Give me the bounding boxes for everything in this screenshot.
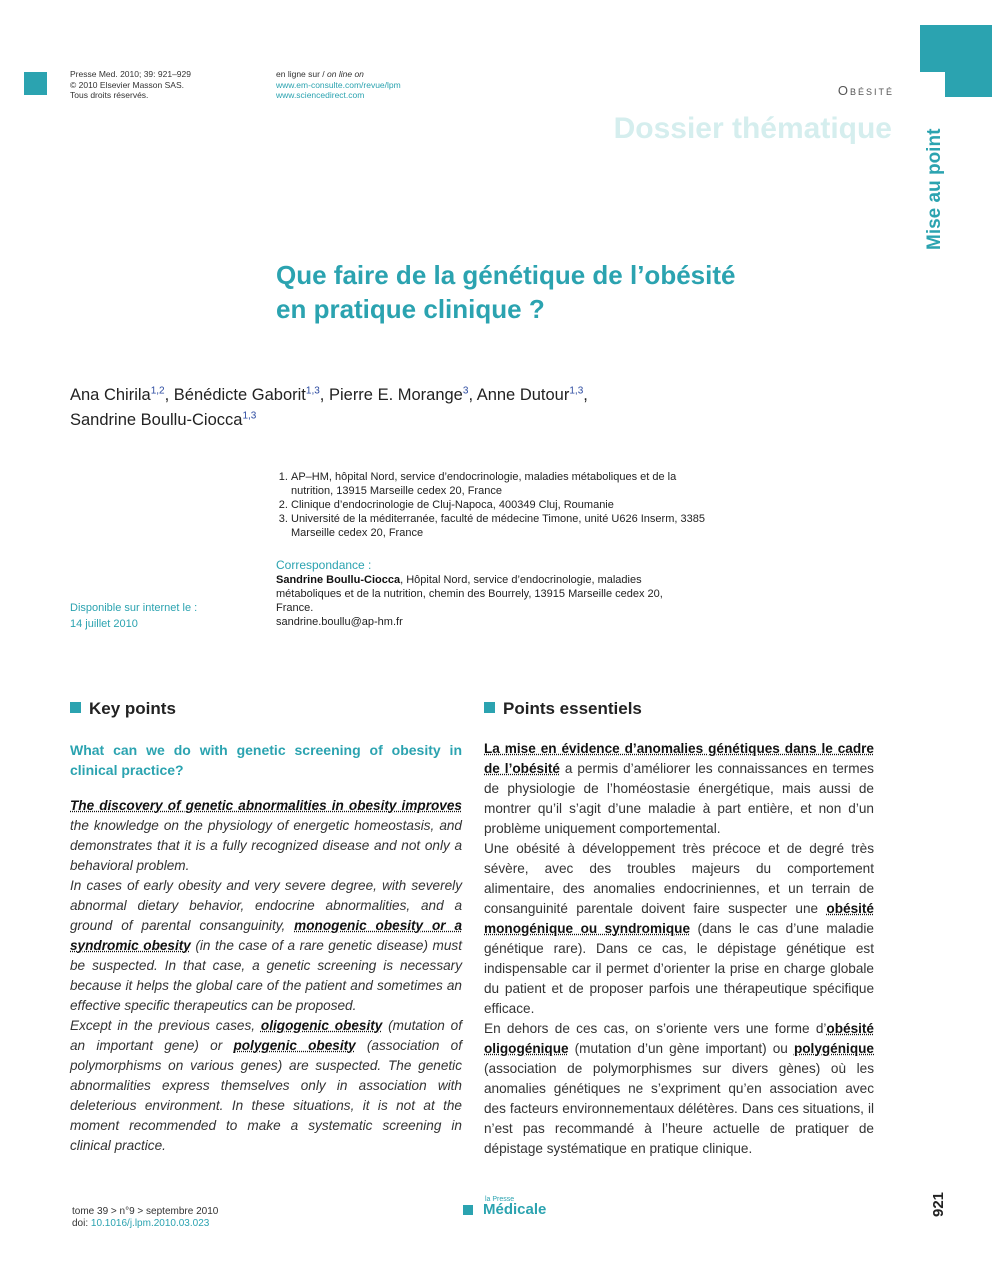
dossier-label: Dossier thématique	[613, 112, 892, 145]
affiliation-item: 2. Clinique d’endocrinologie de Cluj-Napoca, 400349 Cluj, Roumanie	[291, 498, 706, 512]
author: Bénédicte Gaborit$^{1,3}$,	[173, 385, 329, 404]
points-essentiels-body	[484, 739, 874, 1159]
square-bullet-icon	[484, 702, 495, 713]
affiliation-item: 3. Université de la méditerranée, faculté de médecine Timone, unité U626 Inserm, 3385 Marseille cedex 20, France	[291, 512, 706, 540]
logo-square-icon	[463, 1205, 473, 1215]
key-point-paragraph: Except in the previous cases, oligogenic obesity (mutation of an important gene) or polygenic obesity (association of polymorphisms on various genes) are suspected. The genetic abnormalities express themselves only in association with deleterious environment. In these situations, it is not at the moment recommended to make a systematic screening in clinical practice.	[70, 1018, 462, 1153]
available-label: Disponible sur internet le :	[70, 602, 198, 614]
page-number: 921	[930, 1191, 947, 1217]
author: Sandrine Boullu-Ciocca$^{1,3}$	[70, 410, 257, 429]
logo-small-text: la Presse	[485, 1196, 515, 1203]
issue-info: tome 39 > n°9 > septembre 2010	[72, 1206, 219, 1217]
key-points-heading: Key points	[70, 699, 176, 719]
key-point-paragraph: In cases of early obesity and very severe degree, with severely abnormal dietary behavior, endocrine abnormalities, and a ground of parental consanguinity, monogenic obesity or a syndromic obesity (in the case of a rare genetic disease) must be suspected. In that case, a genetic screening is necessary because it helps the global care of the patient and sometimes an effective specific therapeutics can be proposed.	[70, 878, 463, 1013]
online-label: en ligne sur / on line on	[276, 69, 364, 79]
title-line-2: en pratique clinique ?	[276, 294, 545, 324]
correspondence-name: Sandrine Boullu-Ciocca	[276, 574, 401, 586]
author: Ana Chirila$^{1,2}$,	[70, 385, 174, 404]
key-points-question: What can we do with genetic screening of obesity in clinical practice?	[70, 742, 462, 778]
key-point-paragraph: The discovery of genetic abnormalities in obesity improves the knowledge on the physiology of energetic homeostasis, and demonstrates that it is a fully recognized disease and not only a behavioral problem.	[70, 798, 462, 873]
logo-big-text: Médicale	[483, 1201, 547, 1218]
correspondence-block	[276, 573, 696, 629]
affiliation-item: 1. AP–HM, hôpital Nord, service d’endocrinologie, maladies métaboliques et de la nutrition, 13915 Marseille cedex 20, France	[291, 470, 706, 498]
online-block	[276, 69, 401, 101]
vertical-label	[900, 120, 960, 250]
availability	[70, 600, 197, 632]
copyright-line: © 2010 Elsevier Masson SAS.	[70, 79, 184, 90]
corner-square-decoration	[24, 72, 47, 95]
available-date: 14 juillet 2010	[70, 618, 138, 630]
author-list	[70, 380, 690, 431]
essentiel-paragraph: En dehors de ces cas, on s’oriente vers une forme d’obésité oligogénique (mutation d’un gène important) ou polygénique (association de polymorphismes sur divers gènes) où les anomalies génétiques ne s’expriment qu’en association avec des facteurs environnementaux délétères. Dans ces situations, il n’est pas recommandé à l’heure actuelle de pratiquer de dépistage systématique en pratique clinique.	[484, 1021, 874, 1156]
title-line-1: Que faire de la génétique de l’obésité	[276, 260, 736, 290]
em-consulte-link[interactable]: www.em-consulte.com/revue/lpm	[276, 79, 401, 90]
vertical-label-text: Mise au point	[924, 128, 945, 250]
citation-line: Presse Med. 2010; 39: 921–929	[70, 69, 191, 79]
section-label: Obésité	[837, 83, 894, 98]
author: Pierre E. Morange$^3$,	[328, 385, 477, 404]
citation-block	[70, 69, 191, 101]
correspondence-title: Correspondance :	[276, 558, 372, 572]
doi-line: doi: 10.1016/j.lpm.2010.03.023	[72, 1218, 210, 1229]
square-bullet-icon	[70, 702, 81, 713]
essentiel-paragraph: Une obésité à développement très précoce et de degré très sévère, avec des troubles majeurs du comportement alimentaire, des anomalies endocriniennes, et un terrain de consanguinité parentale doivent faire suspecter une obésité monogénique ou syndromique (dans le cas d’une maladie génétique rare). Dans ce cas, le dépistage génétique est indispensable car il permet d’orienter la prise en charge globale du patient et de proposer parfois une thérapeutique spécifique efficace.	[484, 841, 874, 1016]
sciencedirect-link[interactable]: www.sciencedirect.com	[276, 90, 365, 100]
article-title	[276, 258, 836, 326]
key-points-body	[70, 796, 462, 1156]
doi-link[interactable]: 10.1016/j.lpm.2010.03.023	[90, 1218, 210, 1229]
points-essentiels-heading: Points essentiels	[484, 699, 642, 719]
essentiel-paragraph: La mise en évidence d’anomalies génétiques dans le cadre de l’obésité a permis d’améliorer les connaissances en termes de physiologie de l’homéostasie énergétique, mais aussi de montrer qu’il s’agit d’une maladie à part entière, et non d’un problème uniquement comportemental.	[484, 741, 874, 836]
right-bar-notch	[920, 72, 945, 97]
correspondence-email[interactable]: sandrine.boullu@ap-hm.fr	[276, 616, 403, 628]
author: Anne Dutour$^{1,3}$,	[476, 385, 588, 404]
correspondence-address: , Hôpital Nord, service d’endocrinologie, maladies métaboliques et de la nutrition, chemin des Bourrely, 13915 Marseille cedex 20, France.	[276, 574, 663, 614]
footer-citation	[72, 1206, 218, 1230]
rights-line: Tous droits réservés.	[70, 90, 149, 100]
affiliations	[276, 470, 706, 540]
